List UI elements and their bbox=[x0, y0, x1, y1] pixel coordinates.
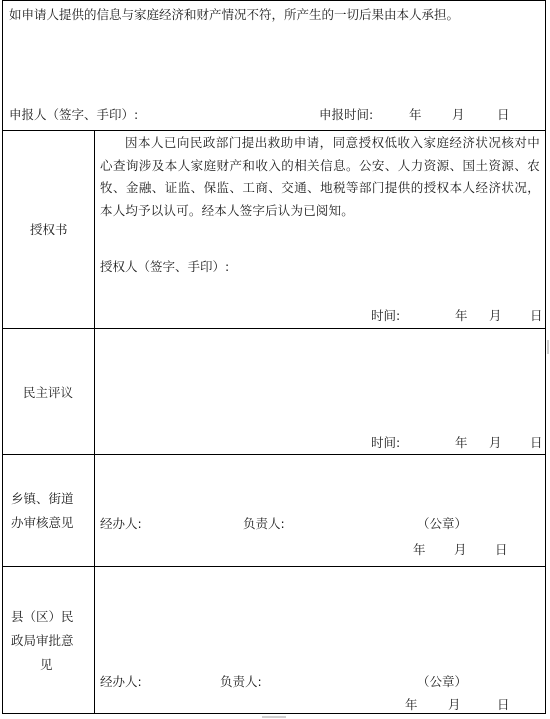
declaration-statement: 如申请人提供的信息与家庭经济和财产情况不符，所产生的一切后果由本人承担。 bbox=[9, 7, 460, 22]
county-responsible-label: 负责人: bbox=[220, 674, 262, 689]
township-responsible-label: 负责人: bbox=[243, 516, 285, 531]
review-time-label: 时间: bbox=[371, 435, 401, 450]
application-form bbox=[2, 0, 546, 714]
review-day: 日 bbox=[530, 435, 543, 450]
authorization-body: 因本人已向民政部门提出救助申请，同意授权低收入家庭经济状况核对中心查询涉及本人家庭财产和收入的相关信息。公安、人力资源、国土资源、农牧、金融、证监、保监、工商、交通、地税等部门提供的授权本人经济状况，本人均予以认可。经本人签字后认为已阅知。 bbox=[100, 135, 540, 218]
row-divider bbox=[3, 454, 545, 455]
row-divider bbox=[3, 328, 545, 329]
row-divider bbox=[3, 566, 545, 567]
township-handler-label: 经办人: bbox=[100, 516, 142, 531]
county-day: 日 bbox=[497, 697, 510, 712]
township-day: 日 bbox=[495, 542, 508, 557]
township-seal-label: （公章） bbox=[417, 516, 468, 531]
declaration-year: 年 bbox=[409, 107, 422, 122]
authorization-section-label: 授权书 bbox=[30, 222, 68, 237]
declaration-month: 月 bbox=[452, 107, 465, 122]
county-handler-label: 经办人: bbox=[100, 674, 142, 689]
review-month: 月 bbox=[489, 435, 502, 450]
review-year: 年 bbox=[455, 435, 468, 450]
page-edge-mark bbox=[547, 340, 549, 354]
county-month: 月 bbox=[448, 697, 461, 712]
page-edge-mark bbox=[262, 716, 286, 718]
authorization-day: 日 bbox=[530, 308, 543, 323]
authorization-year: 年 bbox=[455, 308, 468, 323]
authorization-time-label: 时间: bbox=[371, 308, 401, 323]
township-year: 年 bbox=[413, 542, 426, 557]
authorizer-signature-label: 授权人（签字、手印）: bbox=[100, 259, 230, 274]
township-month: 月 bbox=[454, 542, 467, 557]
township-section-label-line1: 乡镇、街道 bbox=[11, 491, 74, 506]
row-divider bbox=[3, 130, 545, 131]
county-section-label-line3: 见 bbox=[40, 657, 53, 672]
township-section-label-line2: 办审核意见 bbox=[11, 515, 74, 530]
county-section-label-line2: 政局审批意 bbox=[11, 633, 74, 648]
applicant-signature-label: 申报人（签字、手印）: bbox=[9, 107, 139, 122]
county-year: 年 bbox=[405, 697, 418, 712]
authorization-month: 月 bbox=[489, 308, 502, 323]
declaration-day: 日 bbox=[497, 107, 510, 122]
county-seal-label: （公章） bbox=[417, 674, 468, 689]
democratic-review-section-label: 民主评议 bbox=[23, 385, 74, 400]
declaration-time-label: 申报时间: bbox=[319, 107, 374, 122]
county-section-label-line1: 县（区）民 bbox=[11, 609, 74, 624]
column-divider bbox=[94, 130, 95, 714]
